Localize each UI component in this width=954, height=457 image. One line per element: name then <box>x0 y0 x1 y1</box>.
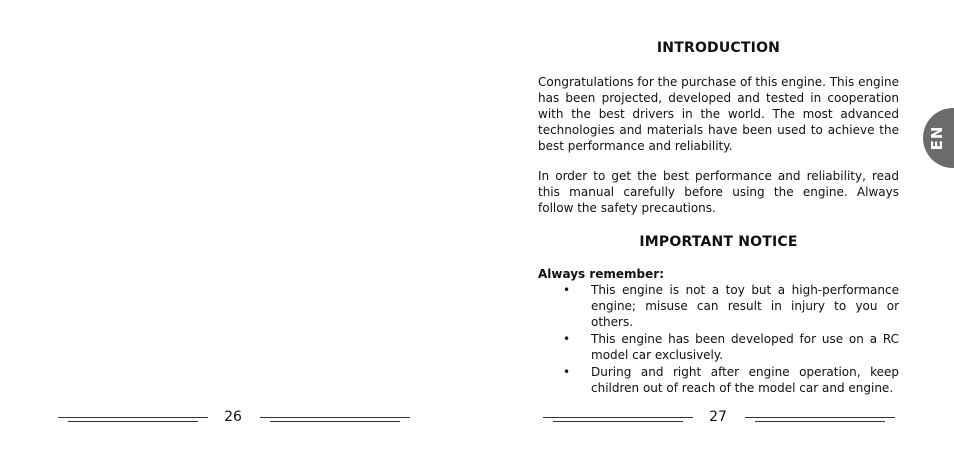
right-page <box>477 0 954 457</box>
right-footer <box>477 408 954 428</box>
always-remember-label: Always remember: <box>538 267 665 281</box>
important-notice-heading: IMPORTANT NOTICE <box>639 234 798 250</box>
bullet-icon: • <box>563 283 571 297</box>
right-footer-rule-right <box>745 417 895 422</box>
bullet-text: This engine has been developed for use on a RC model car exclusively. <box>591 332 899 362</box>
list-item <box>538 282 899 330</box>
bullet-text: During and right after engine operation, keep children out of reach of the model car and engine. <box>591 365 899 395</box>
safety-bullet-list <box>538 282 899 396</box>
bullet-icon: • <box>563 332 571 346</box>
page-number-left: 26 <box>224 409 242 425</box>
intro-paragraph-2: In order to get the best performance and reliability, read this manual carefully before using the engine. Always follow the safety precautions. <box>538 169 899 215</box>
intro-paragraph-1: Congratulations for the purchase of this engine. This engine has been projected, developed and tested in cooperation with the best drivers in the world. The most advanced technologies and materials have been used to achieve the best performance and reliability. <box>538 75 899 153</box>
bullet-icon: • <box>563 365 571 379</box>
list-item <box>538 364 899 396</box>
bullet-text: This engine is not a toy but a high-performance engine; misuse can result in injury to you or others. <box>591 283 899 329</box>
language-tab-label: EN <box>928 125 946 151</box>
right-page-content <box>538 40 899 397</box>
left-footer <box>0 408 477 428</box>
right-footer-rule-left <box>543 417 693 422</box>
left-footer-rule-left <box>58 417 208 422</box>
list-item <box>538 331 899 363</box>
left-footer-rule-right <box>260 417 410 422</box>
page-number-right: 27 <box>709 409 727 425</box>
introduction-heading: INTRODUCTION <box>656 40 781 56</box>
